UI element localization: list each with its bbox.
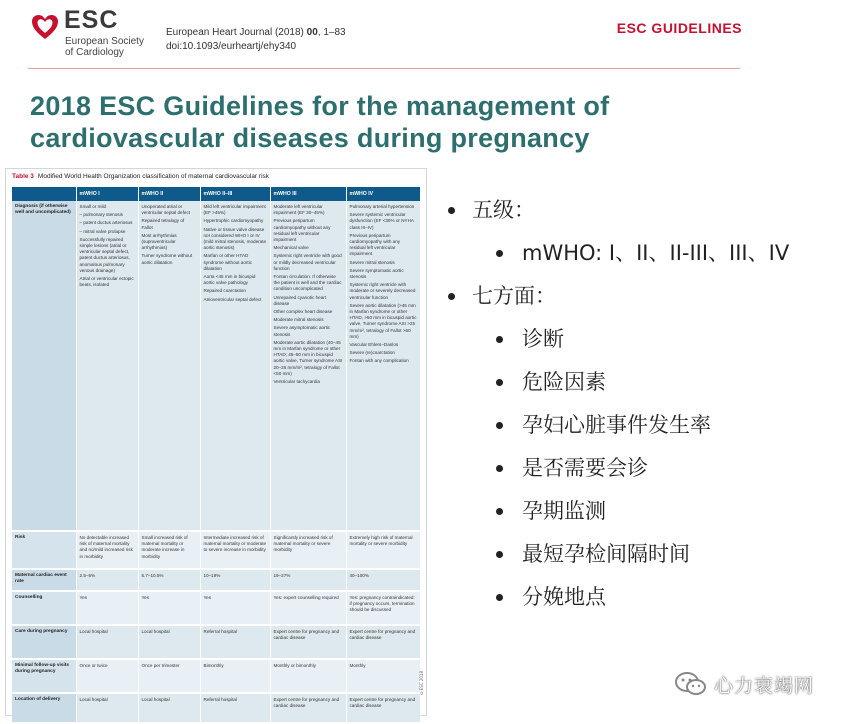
table-cell-line: Previous peripartum cardiomyopathy with any residual left ventricular impairment <box>349 232 401 257</box>
table-cell <box>200 569 270 591</box>
sub-bullet-item <box>440 411 835 439</box>
table-cell-line: Mild left ventricular impairment (EF >45%) <box>203 204 266 216</box>
table-cell-line: Aorta <45 mm in bicuspid aortic valve pathology <box>203 274 256 286</box>
table-cell-line: 10–19% <box>203 573 221 578</box>
copyright-stamp: ©ESC 2018 <box>419 670 424 695</box>
table-row <box>12 531 420 569</box>
table-cell <box>138 201 200 531</box>
table-cell-line: Local hospital <box>141 697 170 702</box>
esc-logo-text: ESC <box>64 6 119 34</box>
table-row <box>12 569 420 591</box>
bullet-dot-icon <box>448 207 455 214</box>
table-cell <box>200 625 270 659</box>
mwho-table-figure <box>5 168 427 716</box>
table-cell-line: Expert centre for pregnancy and cardiac disease <box>349 697 416 709</box>
table-cell-line: Yes <box>203 595 211 600</box>
esc-guidelines-label: ESC GUIDELINES <box>616 20 742 36</box>
wechat-icon <box>674 671 708 697</box>
table-cell-line: Intermediate increased risk of maternal mortality or moderate to severe increase in morbidity <box>203 535 267 553</box>
table-cell <box>270 659 346 693</box>
table-cell-line: 5.7–10.5% <box>141 573 164 578</box>
sub-bullet-item <box>440 497 835 525</box>
bullet-dot-icon <box>496 379 503 386</box>
mwho-classification-table <box>12 187 421 724</box>
sub-bullet-item <box>440 583 835 611</box>
page-header <box>0 0 842 70</box>
table-cell-line: Ventricular tachycardia <box>273 379 320 385</box>
table-row-label: Maternal cardiac event rate <box>12 569 76 591</box>
table-row <box>12 625 420 659</box>
table-cell-line: Once per trimester <box>141 663 180 668</box>
table-cell <box>138 569 200 591</box>
table-cell-line: Other complex heart disease <box>273 309 333 315</box>
bullet-text: 诊断 <box>522 327 564 351</box>
table-cell-line: Atrioventricular septal defect <box>203 296 262 302</box>
table-cell-line: Severe aortic dilatation (>45 mm in Marfan syndrome or other HTAD, >50 mm in bicuspid aortic valve, Turner syndrome ASI >25 mm/m², tetralogy of Fallot >50 mm) <box>349 302 417 339</box>
table-cell <box>346 531 420 569</box>
table-row-label: Risk <box>12 531 76 569</box>
table-cell <box>270 531 346 569</box>
table-cell-line: Severe mitral stenosis <box>349 259 395 265</box>
table-cell-line: Referral hospital <box>203 697 237 702</box>
table-cell-line: Yes <box>79 595 87 600</box>
table-cell-line: Local hospital <box>79 697 108 702</box>
bullet-item <box>440 282 835 310</box>
table-cell-line: Local hospital <box>79 629 108 634</box>
table-cell-line: Marfan or other HTAD syndrome without aortic dilatation <box>203 253 253 271</box>
table-row <box>12 201 420 531</box>
table-cell-line: Bimonthly <box>203 663 224 668</box>
table-cell <box>138 591 200 625</box>
sub-bullet-item <box>440 540 835 568</box>
table-row <box>12 693 420 723</box>
table-row <box>12 659 420 693</box>
sub-bullet-item <box>440 325 835 353</box>
bullet-text: 五级： <box>472 198 535 222</box>
table-cell-line: Small increased risk of maternal mortality or moderate increase in morbidity <box>141 535 188 559</box>
table-column-header <box>12 187 76 201</box>
bullet-text: 七方面： <box>472 284 556 308</box>
bullet-dot-icon <box>496 594 503 601</box>
bullet-dot-icon <box>496 422 503 429</box>
table-cell <box>200 591 270 625</box>
bullet-text: 是否需要会诊 <box>522 456 648 480</box>
table-cell-line: Systemic right ventricle with good or mildly decreased ventricular function <box>273 253 342 271</box>
table-cell-line: Atrial or ventricular ectopic beats, isolated <box>79 276 134 288</box>
table-row-label: Minimal follow-up visits during pregnancy <box>12 659 76 693</box>
table-cell-line: Severe asymptomatic aortic stenosis <box>273 325 331 337</box>
table-cell <box>346 693 420 723</box>
table-cell-line: Hypertrophic cardiomyopathy <box>203 218 264 224</box>
watermark-text: 心力衰竭网 <box>713 674 814 697</box>
bullet-text: 孕期监测 <box>522 499 606 523</box>
table-cell <box>138 659 200 693</box>
table-cell <box>346 659 420 693</box>
table-column-header: mWHO I <box>76 187 138 201</box>
table-cell-line: 40–100% <box>349 573 369 578</box>
table-cell-line: Repaired tetralogy of Fallot <box>141 218 185 230</box>
table-cell <box>200 693 270 723</box>
table-cell-line: Yes <box>141 595 149 600</box>
table-cell <box>76 625 138 659</box>
table-cell-line: Once or twice <box>79 663 108 668</box>
bullet-dot-icon <box>496 465 503 472</box>
journal-volume: 00 <box>306 27 318 38</box>
bullet-dot-icon <box>448 293 455 300</box>
table-caption-label: Table 3 <box>12 173 34 180</box>
table-cell-line: Significantly increased risk of maternal mortality or severe morbidity <box>273 535 333 553</box>
table-cell <box>76 569 138 591</box>
table-cell <box>138 693 200 723</box>
table-caption-text: Modified World Health Organization classification of maternal cardiovascular risk <box>37 173 270 180</box>
table-cell-line: Moderate left ventricular impairment (EF 30–45%) <box>273 204 325 216</box>
table-row <box>12 591 420 625</box>
table-cell <box>270 201 346 531</box>
table-cell <box>76 659 138 693</box>
bullet-item <box>440 196 835 224</box>
table-cell <box>138 625 200 659</box>
bullet-text: 危险因素 <box>522 370 606 394</box>
table-cell <box>270 569 346 591</box>
esc-logo-subtitle: European Society of Cardiology <box>65 36 144 58</box>
table-column-header: mWHO II <box>138 187 200 201</box>
table-cell-line: Unrepaired cyanotic heart disease <box>273 294 327 306</box>
table-cell <box>200 659 270 693</box>
table-cell <box>76 201 138 531</box>
table-cell-line: Expert centre for pregnancy and cardiac disease <box>349 629 416 641</box>
table-column-header: mWHO II–III <box>200 187 270 201</box>
table-cell-line: Turner syndrome without aortic dilatation <box>141 253 193 265</box>
table-cell-line: Extremely high risk of maternal mortality or severe morbidity <box>349 535 413 547</box>
table-header-row <box>12 187 420 201</box>
table-cell-line: Fontan with any complication <box>349 358 409 364</box>
esc-heart-logo-icon <box>30 12 60 42</box>
table-cell-line: Severe (re)coarctation <box>349 350 395 356</box>
table-cell-line: – mitral valve prolapse <box>79 228 126 234</box>
table-cell <box>138 531 200 569</box>
table-cell <box>346 591 420 625</box>
table-cell-line: Moderate mitral stenosis <box>273 317 324 323</box>
table-column-header: mWHO IV <box>346 187 420 201</box>
table-cell-line: – patent ductus arteriosus <box>79 220 133 226</box>
table-cell-line: Severe systemic ventricular dysfunction (EF <30% or NYHA class III–IV) <box>349 212 414 230</box>
table-cell-line: Referral hospital <box>203 629 237 634</box>
bullet-dot-icon <box>496 250 503 257</box>
journal-pages: , 1–83 <box>317 27 346 38</box>
table-caption <box>12 173 269 180</box>
table-cell <box>270 625 346 659</box>
bullet-list <box>440 196 835 626</box>
watermark <box>674 668 814 700</box>
header-divider <box>28 68 740 69</box>
table-row-label: Diagnosis (if otherwise well and uncomplicated) <box>12 201 76 531</box>
table-cell-line: Moderate aortic dilatation (40–45 mm in Marfan syndrome or other HTAD; 45–50 mm in bicuspid aortic valve, Turner syndrome ASI 20–25 mm/m², tetralogy of Fallot <50 mm) <box>273 339 343 376</box>
table-cell-line: Yes: expert counselling required <box>273 595 339 600</box>
table-cell-line: 2.5–5% <box>79 573 96 578</box>
sub-bullet-item <box>440 368 835 396</box>
journal-citation <box>166 26 346 54</box>
table-cell-line: Monthly or bimonthly <box>273 663 316 668</box>
table-row-label: Location of delivery <box>12 693 76 723</box>
table-cell <box>200 201 270 531</box>
table-cell <box>270 693 346 723</box>
sub-bullet-item <box>440 454 835 482</box>
table-row-label: Care during pregnancy <box>12 625 76 659</box>
table-cell-line: Previous peripartum cardiomyopathy without any residual left ventricular impairment <box>273 218 331 243</box>
table-cell-line: Unoperated atrial or ventricular septal defect <box>141 204 191 216</box>
table-cell-line: Repaired coarctation <box>203 288 246 294</box>
journal-doi: doi:10.1093/eurheartj/ehy340 <box>166 41 297 52</box>
bullet-text: 孕妇心脏事件发生率 <box>522 413 711 437</box>
bullet-text: 分娩地点 <box>522 585 606 609</box>
table-cell <box>76 693 138 723</box>
table-cell-line: Vascular Ehlers–Danlos <box>349 342 399 348</box>
table-cell-line: Severe symptomatic aortic stenosis <box>349 267 404 280</box>
table-cell-line: Local hospital <box>141 629 170 634</box>
table-cell-line: Pulmonary arterial hypertension <box>349 204 415 209</box>
table-cell-line: Small or mild <box>79 204 107 209</box>
bullet-text: mWHO: I、II、II-III、III、IV <box>522 241 790 265</box>
table-cell-line: Expert centre for pregnancy and cardiac disease <box>273 697 340 709</box>
table-cell-line: Expert centre for pregnancy and cardiac disease <box>273 629 340 641</box>
table-cell-line: Successfully repaired simple lesions (atrial or ventricular septal defect, patent ductus arteriosus, anomalous pulmonary venous drainage) <box>79 236 130 273</box>
bullet-dot-icon <box>496 336 503 343</box>
table-cell <box>76 591 138 625</box>
table-cell-line: Fontan circulation. If otherwise the patient is well and the cardiac condition uncomplicated <box>273 274 342 292</box>
table-cell-line: 19–27% <box>273 573 291 578</box>
table-cell <box>76 531 138 569</box>
sub-bullet-item <box>440 239 835 267</box>
bullet-dot-icon <box>496 508 503 515</box>
table-row-label: Counselling <box>12 591 76 625</box>
table-cell-line: Most arrhythmias (supraventricular arrhythmias) <box>141 232 177 251</box>
table-column-header: mWHO III <box>270 187 346 201</box>
table-cell <box>346 625 420 659</box>
table-cell <box>200 531 270 569</box>
table-cell-line: Yes: pregnancy contraindicated: if pregnancy occurs, termination should be discussed <box>349 595 415 613</box>
table-cell <box>346 201 420 531</box>
journal-name: European Heart Journal (2018) <box>166 27 307 38</box>
table-cell <box>346 569 420 591</box>
table-cell-line: – pulmonary stenosis <box>79 212 123 218</box>
page-title: 2018 ESC Guidelines for the management of cardiovascular diseases during pregnancy <box>30 91 610 153</box>
bullet-dot-icon <box>496 551 503 558</box>
table-cell-line: Mechanical valve <box>273 245 309 251</box>
table-cell-line: No detectable increased risk of maternal mortality and no/mild increased risk in morbidity <box>79 535 133 559</box>
table-cell <box>270 591 346 625</box>
table-cell-line: Monthly <box>349 663 366 668</box>
bullet-text: 最短孕检间隔时间 <box>522 542 690 566</box>
table-cell-line: Native or tissue valve disease not considered WHO I or IV (mild mitral stenosis, moderate aortic stenosis) <box>203 226 267 251</box>
table-cell-line: Systemic right ventricle with moderate or severely decreased ventricular function <box>349 282 416 300</box>
